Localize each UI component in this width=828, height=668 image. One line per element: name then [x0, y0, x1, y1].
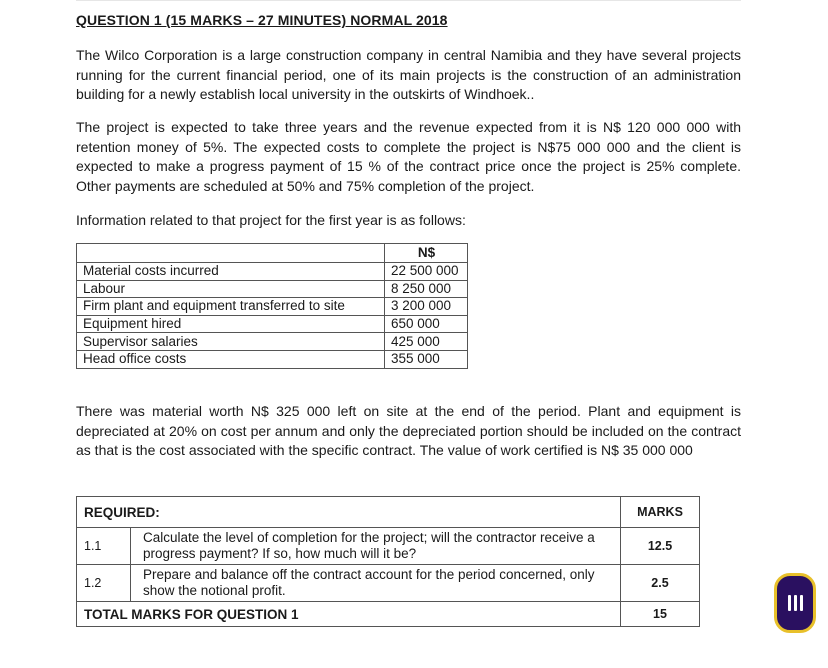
- required-title: REQUIRED:: [77, 497, 621, 528]
- intro-paragraph: The Wilco Corporation is a large construction company in central Namibia and they have several projects running for the current financial period, one of its main projects is the construction of an administration building for a newly establish local university in the outskirts of Windhoek..: [76, 47, 741, 102]
- cost-label: Firm plant and equipment transferred to site: [77, 298, 385, 316]
- menu-bars-icon: [788, 595, 791, 611]
- cost-amount: 3 200 000: [385, 298, 468, 316]
- cost-table-header-row: [77, 244, 468, 263]
- project-paragraph: The project is expected to take three years and the revenue expected from it is N$ 120 000 000 with retention money of 5%. The expected costs to complete the project is N$75 000 000 and the client is expected to make a progress payment of 15 % of the contract price once the project is 25% complete. Other payments are scheduled at 50% and 75% completion of the project.: [76, 119, 741, 194]
- question-marks: 2.5: [621, 565, 700, 602]
- info-paragraph: Information related to that project for the first year is as follows:: [76, 212, 466, 228]
- cost-table-blank-header: [77, 244, 385, 263]
- cost-amount: 8 250 000: [385, 280, 468, 298]
- material-paragraph: There was material worth N$ 325 000 left on site at the end of the period. Plant and equipment is depreciated at 20% on cost per annum and only the depreciated portion should be included on the contract as that is the cost associated with the specific contract. The value of work certified is N$ 35 000 000: [76, 403, 741, 458]
- table-row: [77, 350, 468, 368]
- table-row: [77, 565, 700, 602]
- question-heading: QUESTION 1 (15 MARKS – 27 MINUTES) NORMAL 2018: [76, 12, 448, 28]
- cost-table: [76, 243, 468, 369]
- currency-header: N$: [385, 244, 468, 263]
- top-divider: [76, 0, 741, 1]
- question-text: Prepare and balance off the contract account for the period concerned, only show the notional profit.: [131, 565, 621, 602]
- total-marks: 15: [621, 602, 700, 627]
- cost-label: Head office costs: [77, 350, 385, 368]
- table-row: [77, 333, 468, 351]
- menu-bars-icon: [794, 595, 797, 611]
- table-row: [77, 528, 700, 565]
- total-label: TOTAL MARKS FOR QUESTION 1: [77, 602, 621, 627]
- question-text: Calculate the level of completion for the project; will the contractor receive a progress payment? If so, how much will it be?: [131, 528, 621, 565]
- table-row: [77, 298, 468, 316]
- menu-bars-icon: [800, 595, 803, 611]
- table-row: [77, 315, 468, 333]
- cost-label: Labour: [77, 280, 385, 298]
- required-header-row: [77, 497, 700, 528]
- question-marks: 12.5: [621, 528, 700, 565]
- menu-button[interactable]: [774, 573, 816, 633]
- table-row: [77, 263, 468, 281]
- cost-label: Supervisor salaries: [77, 333, 385, 351]
- question-number: 1.1: [77, 528, 131, 565]
- cost-amount: 22 500 000: [385, 263, 468, 281]
- total-row: [77, 602, 700, 627]
- cost-amount: 355 000: [385, 350, 468, 368]
- marks-header: MARKS: [621, 497, 700, 528]
- cost-label: Equipment hired: [77, 315, 385, 333]
- table-row: [77, 280, 468, 298]
- required-table: [76, 496, 700, 627]
- cost-label: Material costs incurred: [77, 263, 385, 281]
- cost-amount: 425 000: [385, 333, 468, 351]
- question-number: 1.2: [77, 565, 131, 602]
- cost-amount: 650 000: [385, 315, 468, 333]
